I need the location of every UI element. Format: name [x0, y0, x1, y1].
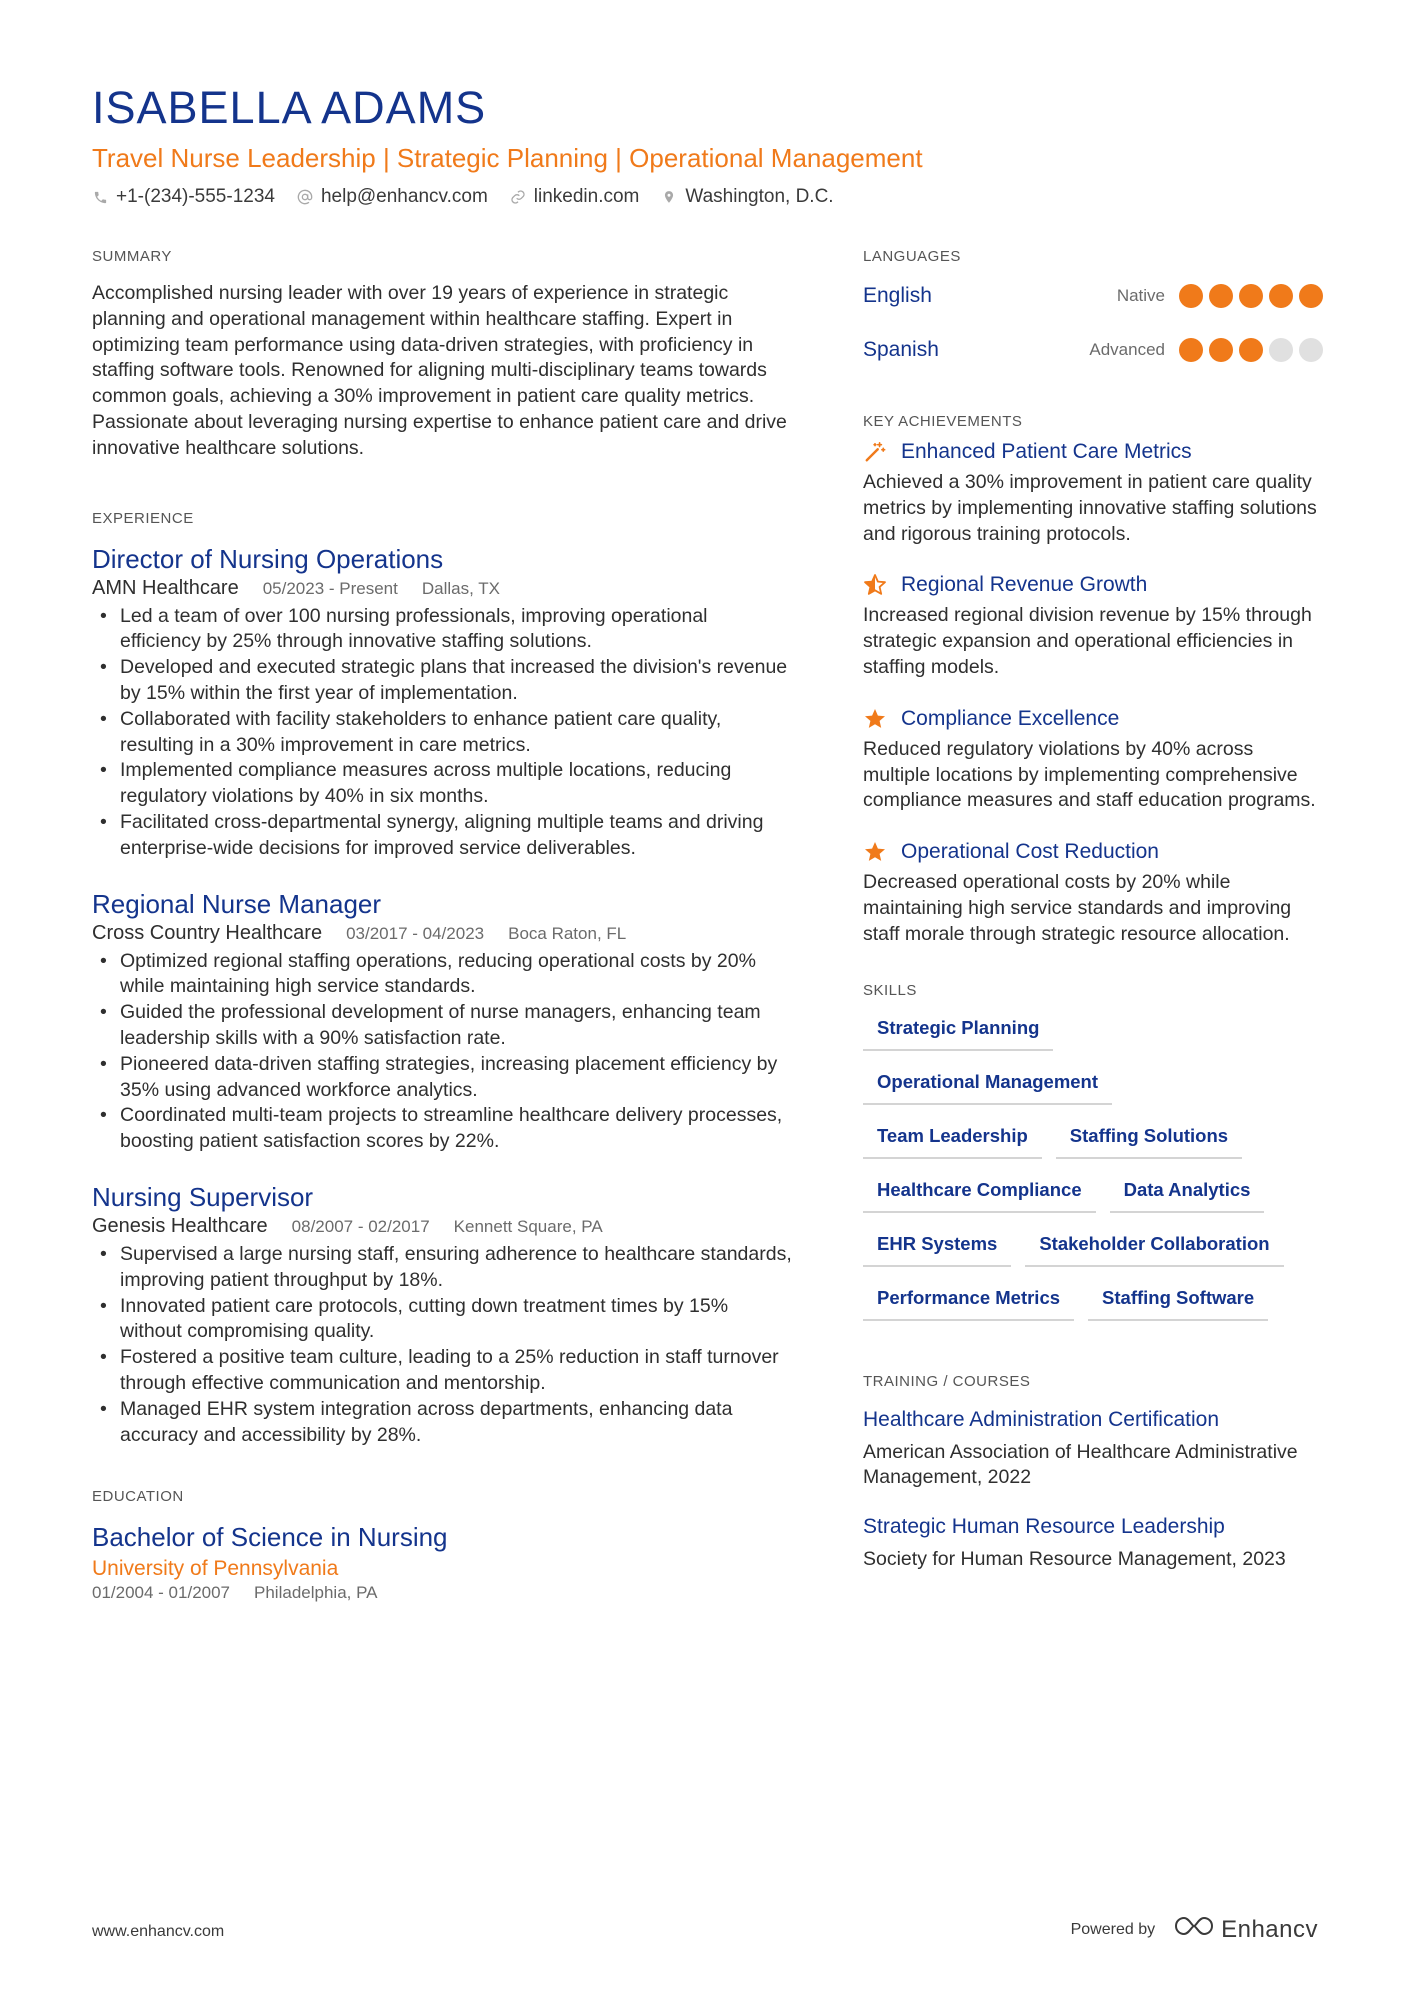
headline: Travel Nurse Leadership | Strategic Planning | Operational Management: [92, 143, 923, 173]
language-level: Native: [1116, 286, 1165, 305]
location-text: Washington, D.C.: [685, 186, 834, 207]
course-item: [863, 1513, 1323, 1573]
skill-row: [863, 1223, 1323, 1267]
skill-tag: Staffing Solutions: [1056, 1115, 1242, 1159]
email-address[interactable]: help@enhancv.com: [320, 186, 488, 207]
section-title-skills: SKILLS: [863, 981, 917, 999]
achievement-description: Increased regional division revenue by 15% through strategic expansion and operational efficiencies in staffing models.: [863, 604, 1312, 678]
job-location: Kennett Square, PA: [453, 1216, 603, 1236]
company-name: AMN Healthcare: [92, 576, 239, 599]
proficiency-dots: [1179, 338, 1323, 362]
contact-location: [661, 186, 833, 208]
bullet-item: • Innovated patient care protocols, cutting down treatment times by 15% without compromising quality.: [92, 1294, 792, 1346]
phone-number: +1-(234)-555-1234: [116, 186, 275, 207]
skill-row: [863, 1061, 1323, 1105]
linkedin-url[interactable]: linkedin.com: [533, 186, 640, 207]
magic-wand-icon: [863, 440, 887, 464]
skill-tag: Team Leadership: [863, 1115, 1042, 1159]
job-dates: 03/2017 - 04/2023: [346, 923, 485, 943]
proficiency-dot-filled: [1239, 284, 1263, 308]
proficiency-dot-empty: [1299, 338, 1323, 362]
job-dates: 08/2007 - 02/2017: [291, 1216, 430, 1236]
powered-by-label: Powered by: [1070, 1920, 1156, 1938]
achievement-description: Reduced regulatory violations by 40% across multiple locations by implementing comprehensive compliance measures and staff education programs.: [863, 737, 1316, 812]
bullet-item: • Fostered a positive team culture, leading to a 25% reduction in staff turnover through effective communication and mentorship.: [92, 1345, 792, 1397]
course-title: Healthcare Administration Certification: [863, 1407, 1219, 1431]
candidate-name: ISABELLA ADAMS: [92, 82, 487, 133]
skill-row: [863, 1007, 1323, 1051]
language-row: [863, 323, 1323, 377]
course-item: [863, 1406, 1323, 1492]
job-meta: [92, 922, 792, 945]
skill-tag: EHR Systems: [863, 1223, 1011, 1267]
skill-tag: Data Analytics: [1110, 1169, 1265, 1213]
proficiency-dot-filled: [1239, 338, 1263, 362]
contact-bar: [92, 186, 1322, 208]
job-location: Boca Raton, FL: [508, 923, 627, 943]
skills-section: [863, 982, 1323, 1321]
star-icon: [863, 840, 887, 864]
achievement-item: [863, 707, 1323, 814]
job-entry: [92, 888, 792, 1155]
right-column: [863, 248, 1323, 1621]
job-dates: 05/2023 - Present: [262, 578, 398, 598]
footer-branding: [1071, 1914, 1318, 1945]
skill-tag: Stakeholder Collaboration: [1025, 1223, 1283, 1267]
bullet-item: • Collaborated with facility stakeholders to enhance patient care quality, resulting in a 30% improvement in care metrics.: [92, 707, 792, 759]
section-title-training: TRAINING / COURSES: [863, 1372, 1031, 1390]
contact-linkedin[interactable]: [510, 186, 640, 208]
achievement-description: Achieved a 30% improvement in patient care quality metrics by implementing innovative staffing solutions and rigorous training protocols.: [863, 471, 1317, 545]
proficiency-dots: [1179, 284, 1323, 308]
proficiency-dot-empty: [1269, 338, 1293, 362]
skill-tag: Performance Metrics: [863, 1277, 1074, 1321]
summary-section: [92, 248, 792, 462]
language-name: Spanish: [863, 338, 939, 361]
job-title: Director of Nursing Operations: [92, 543, 444, 574]
section-title-achievements: KEY ACHIEVEMENTS: [863, 413, 1023, 430]
half-star-icon: [863, 573, 887, 597]
skill-row: [863, 1277, 1323, 1321]
languages-section: [863, 248, 1323, 377]
bullet-item: • Coordinated multi-team projects to streamline healthcare delivery processes, boosting patient satisfaction scores by 22%.: [92, 1103, 792, 1155]
skill-tag: Strategic Planning: [863, 1007, 1053, 1051]
bullet-item: • Pioneered data-driven staffing strategies, increasing placement efficiency by 35% using advanced workforce analytics.: [92, 1052, 792, 1104]
course-description: Society for Human Resource Management, 2023: [863, 1548, 1286, 1571]
achievements-section: [863, 413, 1323, 948]
section-title-languages: LANGUAGES: [863, 248, 961, 265]
link-icon: [510, 189, 526, 205]
contact-email[interactable]: [297, 186, 488, 208]
achievement-item: [863, 840, 1323, 947]
skills-list: [863, 1007, 1323, 1321]
language-name: English: [863, 284, 932, 307]
achievement-description: Decreased operational costs by 20% while maintaining high service standards and improving staff morale through strategic resource allocation.: [863, 871, 1292, 945]
education-section: [92, 1488, 792, 1603]
bullet-item: • Led a team of over 100 nursing professionals, improving operational efficiency by 25% through innovative staffing solutions.: [92, 604, 792, 656]
star-icon: [863, 707, 887, 731]
education-dates: 01/2004 - 01/2007: [92, 1583, 231, 1603]
skill-row: [863, 1169, 1323, 1213]
contact-phone: [92, 186, 275, 208]
company-name: Genesis Healthcare: [92, 1214, 268, 1237]
achievement-header: [863, 707, 1323, 731]
skill-row: [863, 1115, 1323, 1159]
phone-icon: [92, 189, 108, 205]
skill-tag: Healthcare Compliance: [863, 1169, 1096, 1213]
at-sign-icon: [297, 189, 313, 205]
achievement-title: Regional Revenue Growth: [901, 573, 1148, 597]
proficiency-dot-filled: [1209, 284, 1233, 308]
bullet-item: • Developed and executed strategic plans that increased the division's revenue by 15% within the first year of implementation.: [92, 655, 792, 707]
footer-website[interactable]: www.enhancv.com: [92, 1923, 225, 1940]
job-entry: [92, 543, 792, 862]
achievement-item: [863, 440, 1323, 547]
achievement-item: [863, 573, 1323, 680]
bullet-item: • Facilitated cross-departmental synergy, aligning multiple teams and driving enterprise-wide decisions for improved service deliverables.: [92, 810, 792, 862]
education-meta: [92, 1583, 792, 1603]
achievement-title: Enhanced Patient Care Metrics: [901, 440, 1192, 463]
bullet-item: • Implemented compliance measures across multiple locations, reducing regulatory violations by 40% in six months.: [92, 758, 792, 810]
job-title: Regional Nurse Manager: [92, 888, 382, 919]
resume-header: [92, 82, 1322, 208]
bullet-item: • Guided the professional development of nurse managers, enhancing team leadership skills with a 90% satisfaction rate.: [92, 1000, 792, 1052]
school-name: University of Pennsylvania: [92, 1557, 339, 1581]
degree-title: Bachelor of Science in Nursing: [92, 1522, 448, 1553]
proficiency-dot-filled: [1269, 284, 1293, 308]
experience-section: [92, 510, 792, 1449]
summary-text: Accomplished nursing leader with over 19 years of experience in strategic planning and operational management within healthcare staffing. Expert in optimizing team performance using data-driven strategies, with proficiency in staffing software tools. Renowned for aligning multi-disciplinary teams towards common goals, achieving a 30% improvement in patient care quality metrics. Passionate about leveraging nursing expertise to enhance patient care and drive innovative healthcare solutions.: [92, 282, 787, 459]
achievement-header: [863, 840, 1323, 864]
achievement-title: Compliance Excellence: [901, 706, 1120, 730]
section-title-education: EDUCATION: [92, 1488, 184, 1506]
enhancv-logo-icon: [1173, 1914, 1215, 1945]
achievement-header: [863, 440, 1323, 464]
bullet-item: • Managed EHR system integration across departments, enhancing data accuracy and accessibility by 28%.: [92, 1397, 792, 1449]
section-title-summary: SUMMARY: [92, 248, 172, 265]
job-bullets: [92, 949, 792, 1155]
course-description: American Association of Healthcare Administrative Management, 2022: [863, 1440, 1298, 1489]
company-name: Cross Country Healthcare: [92, 921, 323, 944]
bullet-item: • Optimized regional staffing operations, reducing operational costs by 20% while maintaining high service standards.: [92, 949, 792, 1001]
job-entry: [92, 1181, 792, 1448]
proficiency-dot-filled: [1209, 338, 1233, 362]
job-bullets: [92, 1242, 792, 1448]
achievement-title: Operational Cost Reduction: [901, 840, 1159, 864]
proficiency-dot-filled: [1299, 284, 1323, 308]
course-title: Strategic Human Resource Leadership: [863, 1515, 1225, 1539]
brand-logo[interactable]: [1173, 1914, 1318, 1945]
location-pin-icon: [661, 189, 677, 205]
job-meta: [92, 1215, 792, 1238]
section-title-experience: EXPERIENCE: [92, 509, 194, 527]
job-bullets: [92, 604, 792, 862]
job-meta: [92, 577, 792, 600]
training-section: [863, 1373, 1323, 1573]
job-location: Dallas, TX: [421, 578, 500, 598]
bullet-item: • Supervised a large nursing staff, ensuring adherence to healthcare standards, improving patient throughput by 18%.: [92, 1242, 792, 1294]
skill-tag: Operational Management: [863, 1061, 1112, 1105]
left-column: [92, 248, 792, 1651]
language-row: [863, 269, 1323, 323]
skill-tag: Staffing Software: [1088, 1277, 1268, 1321]
language-level: Advanced: [1089, 340, 1165, 359]
brand-name: Enhancv: [1221, 1915, 1318, 1943]
proficiency-dot-filled: [1179, 284, 1203, 308]
achievement-header: [863, 573, 1323, 597]
proficiency-dot-filled: [1179, 338, 1203, 362]
education-location: Philadelphia, PA: [254, 1583, 378, 1603]
job-title: Nursing Supervisor: [92, 1181, 314, 1212]
